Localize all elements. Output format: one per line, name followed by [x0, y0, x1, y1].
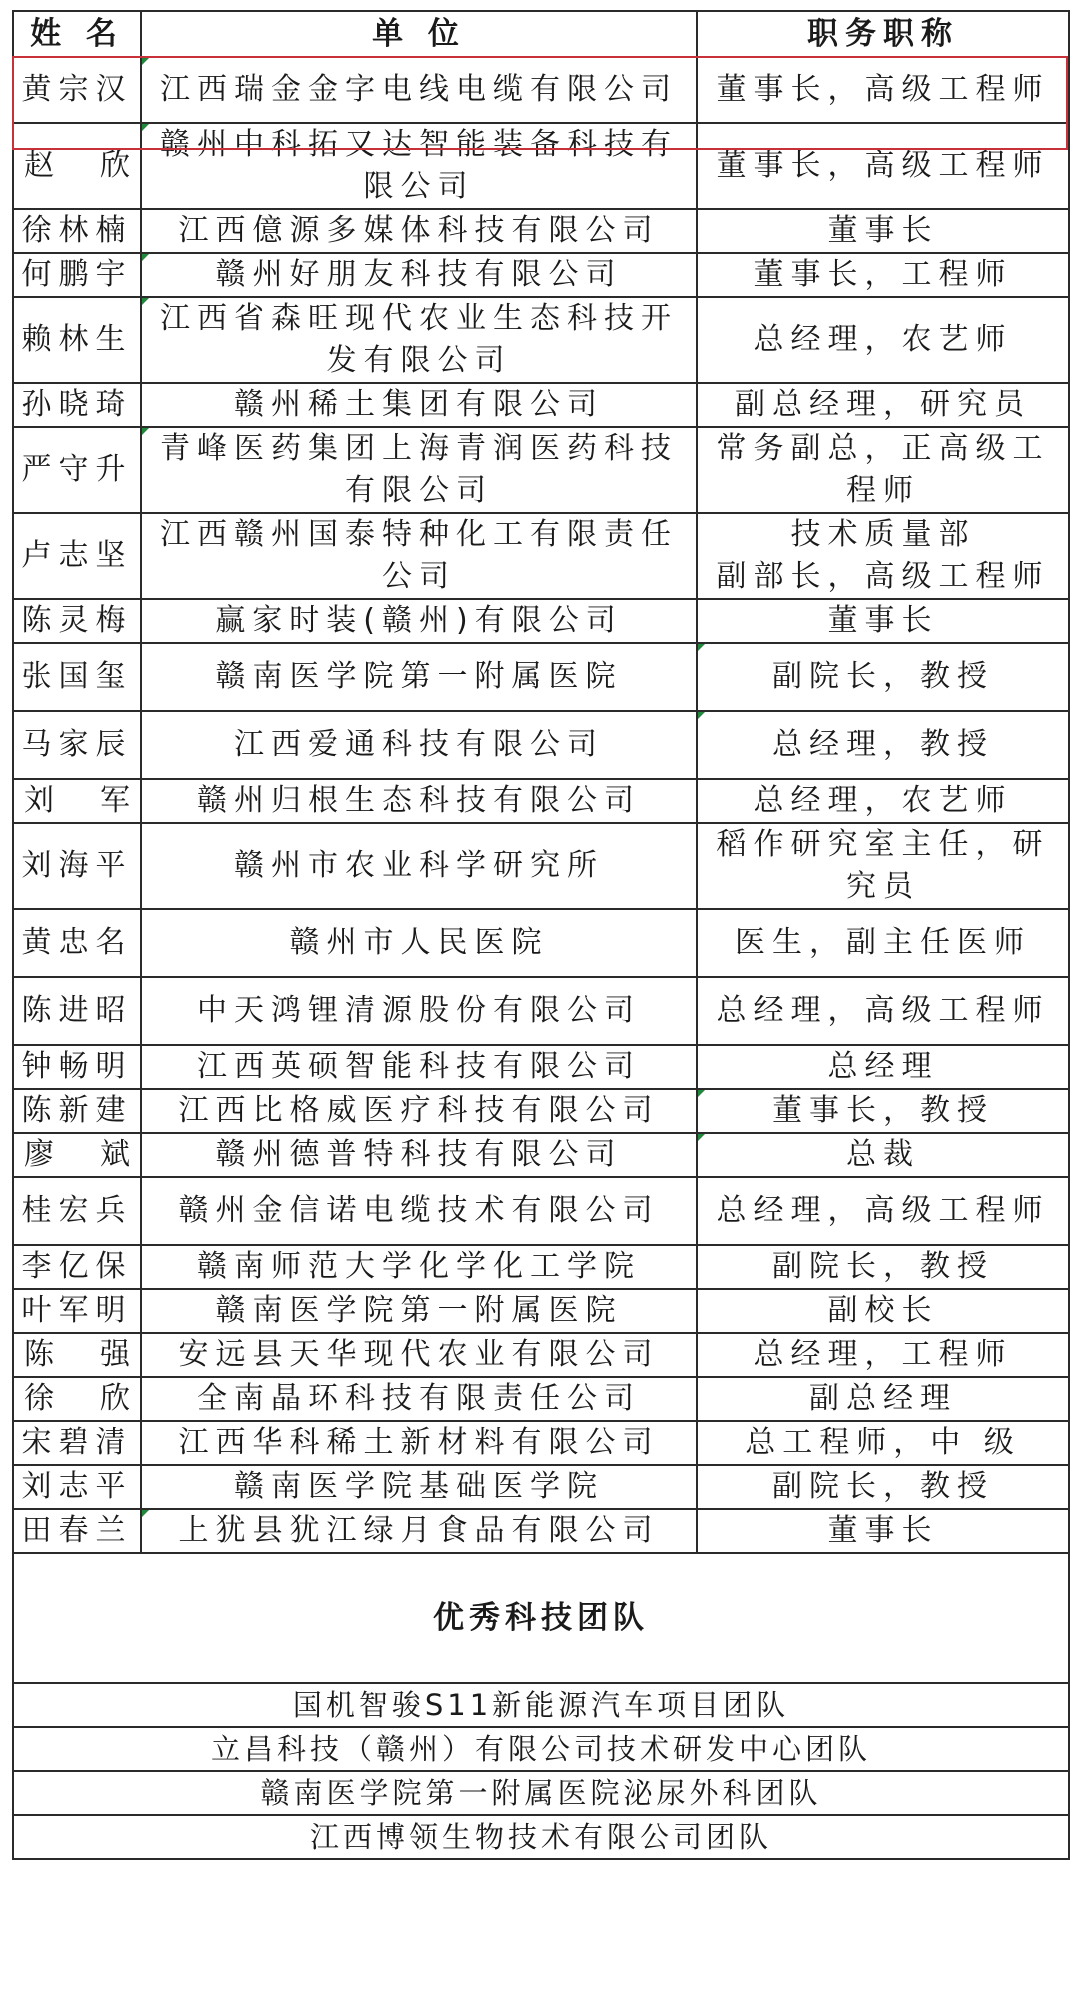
name-char: 欣	[100, 148, 130, 183]
cell-unit: 江西瑞金金字电线电缆有限公司	[141, 57, 697, 123]
cell-name: 田春兰	[13, 1509, 141, 1553]
title-line: 副部长，高级工程师	[716, 559, 1050, 594]
cell-title: 董事长，工程师	[697, 253, 1069, 297]
cell-name: 黄宗汉	[13, 57, 141, 123]
table-row	[13, 1377, 1069, 1421]
roster-body	[13, 57, 1069, 1553]
table-row	[13, 643, 1069, 711]
table-row	[13, 253, 1069, 297]
cell-unit: 青峰医药集团上海青润医药科技有限公司	[141, 427, 697, 513]
table-row	[13, 123, 1069, 209]
table-row	[13, 209, 1069, 253]
section-heading: 优秀科技团队	[13, 1553, 1069, 1683]
cell-title: 副院长，教授	[697, 1465, 1069, 1509]
name-char: 欣	[100, 1381, 130, 1416]
cell-unit: 赣州归根生态科技有限公司	[141, 779, 697, 823]
team-row	[13, 1727, 1069, 1771]
cell-name: 刘志平	[13, 1465, 141, 1509]
cell-name: 陈进昭	[13, 977, 141, 1045]
team-row	[13, 1771, 1069, 1815]
cell-title: 董事长	[697, 209, 1069, 253]
cell-unit: 赣州市农业科学研究所	[141, 823, 697, 909]
table-row	[13, 909, 1069, 977]
name-char: 刘	[24, 783, 54, 818]
name-spread	[20, 1378, 134, 1420]
cell-unit: 江西省森旺现代农业生态科技开发有限公司	[141, 297, 697, 383]
cell-unit: 上犹县犹江绿月食品有限公司	[141, 1509, 697, 1553]
cell-unit: 赣州金信诺电缆技术有限公司	[141, 1177, 697, 1245]
cell-title: 医生，副主任医师	[697, 909, 1069, 977]
table-row	[13, 599, 1069, 643]
header-row	[13, 11, 1069, 57]
table-row	[13, 1045, 1069, 1089]
cell-title: 董事长	[697, 1509, 1069, 1553]
team-name: 国机智骏S11新能源汽车项目团队	[13, 1683, 1069, 1727]
cell-name: 严守升	[13, 427, 141, 513]
name-char: 徐	[24, 1381, 54, 1416]
table-row	[13, 513, 1069, 599]
cell-name	[13, 1333, 141, 1377]
table-row	[13, 1133, 1069, 1177]
table-row	[13, 1177, 1069, 1245]
cell-unit: 安远县天华现代农业有限公司	[141, 1333, 697, 1377]
cell-title: 副总经理，研究员	[697, 383, 1069, 427]
cell-unit: 江西赣州国泰特种化工有限责任公司	[141, 513, 697, 599]
cell-title: 董事长，教授	[697, 1089, 1069, 1133]
cell-title: 总经理，农艺师	[697, 779, 1069, 823]
header-name: 姓 名	[13, 11, 141, 57]
cell-title: 副院长，教授	[697, 643, 1069, 711]
cell-title: 总经理	[697, 1045, 1069, 1089]
cell-title: 总经理，教授	[697, 711, 1069, 779]
team-body	[13, 1683, 1069, 1859]
header-title: 职务职称	[697, 11, 1069, 57]
table-row	[13, 1421, 1069, 1465]
cell-name: 刘海平	[13, 823, 141, 909]
cell-unit: 全南晶环科技有限责任公司	[141, 1377, 697, 1421]
cell-title	[697, 513, 1069, 599]
name-char: 陈	[24, 1337, 54, 1372]
cell-name	[13, 1377, 141, 1421]
cell-name: 陈灵梅	[13, 599, 141, 643]
cell-title: 董事长	[697, 599, 1069, 643]
table-row	[13, 711, 1069, 779]
table-row	[13, 1465, 1069, 1509]
name-char: 廖	[24, 1137, 54, 1172]
table-row	[13, 1245, 1069, 1289]
team-name: 立昌科技（赣州）有限公司技术研发中心团队	[13, 1727, 1069, 1771]
name-spread	[20, 1334, 134, 1376]
table-row	[13, 427, 1069, 513]
team-row	[13, 1683, 1069, 1727]
cell-title: 总经理，高级工程师	[697, 977, 1069, 1045]
cell-unit: 赢家时装(赣州)有限公司	[141, 599, 697, 643]
team-row	[13, 1815, 1069, 1859]
cell-title: 董事长，高级工程师	[697, 123, 1069, 209]
team-name: 赣南医学院第一附属医院泌尿外科团队	[13, 1771, 1069, 1815]
table-row	[13, 1289, 1069, 1333]
table-row	[13, 383, 1069, 427]
table-row	[13, 1089, 1069, 1133]
table-row	[13, 779, 1069, 823]
table-row	[13, 297, 1069, 383]
cell-unit: 赣南医学院基础医学院	[141, 1465, 697, 1509]
section-row	[13, 1553, 1069, 1683]
cell-name: 钟畅明	[13, 1045, 141, 1089]
name-char: 强	[100, 1337, 130, 1372]
table-row	[13, 57, 1069, 123]
cell-title: 副院长，教授	[697, 1245, 1069, 1289]
cell-name: 叶军明	[13, 1289, 141, 1333]
cell-name: 徐林楠	[13, 209, 141, 253]
cell-unit: 赣南师范大学化学化工学院	[141, 1245, 697, 1289]
team-name: 江西博领生物技术有限公司团队	[13, 1815, 1069, 1859]
cell-name: 黄忠名	[13, 909, 141, 977]
cell-title: 副总经理	[697, 1377, 1069, 1421]
cell-unit: 赣州稀土集团有限公司	[141, 383, 697, 427]
cell-unit: 赣州中科拓又达智能装备科技有限公司	[141, 123, 697, 209]
cell-unit: 赣州德普特科技有限公司	[141, 1133, 697, 1177]
name-char: 赵	[24, 148, 54, 183]
name-spread	[20, 145, 134, 187]
cell-unit: 赣南医学院第一附属医院	[141, 643, 697, 711]
cell-unit: 赣州好朋友科技有限公司	[141, 253, 697, 297]
header-unit: 单 位	[141, 11, 697, 57]
cell-unit: 江西华科稀土新材料有限公司	[141, 1421, 697, 1465]
cell-name: 卢志坚	[13, 513, 141, 599]
table-row	[13, 823, 1069, 909]
table-row	[13, 1333, 1069, 1377]
cell-name: 宋碧清	[13, 1421, 141, 1465]
award-roster-table	[12, 10, 1070, 1860]
cell-unit: 赣州市人民医院	[141, 909, 697, 977]
cell-title: 总经理，工程师	[697, 1333, 1069, 1377]
cell-unit: 江西比格威医疗科技有限公司	[141, 1089, 697, 1133]
cell-name: 孙晓琦	[13, 383, 141, 427]
cell-name	[13, 123, 141, 209]
cell-name: 马家辰	[13, 711, 141, 779]
name-char: 军	[100, 783, 130, 818]
cell-title: 总裁	[697, 1133, 1069, 1177]
cell-unit: 江西爱通科技有限公司	[141, 711, 697, 779]
cell-title: 董事长，高级工程师	[697, 57, 1069, 123]
cell-name: 何鹏宇	[13, 253, 141, 297]
table-row	[13, 977, 1069, 1045]
cell-name	[13, 779, 141, 823]
title-line: 技术质量部	[790, 517, 976, 552]
cell-name: 桂宏兵	[13, 1177, 141, 1245]
cell-title: 稻作研究室主任，研究员	[697, 823, 1069, 909]
cell-unit: 江西億源多媒体科技有限公司	[141, 209, 697, 253]
name-spread	[20, 1134, 134, 1176]
cell-name: 张国玺	[13, 643, 141, 711]
name-spread	[20, 780, 134, 822]
cell-title: 总经理，农艺师	[697, 297, 1069, 383]
cell-title: 副校长	[697, 1289, 1069, 1333]
cell-unit: 赣南医学院第一附属医院	[141, 1289, 697, 1333]
table-row	[13, 1509, 1069, 1553]
cell-title: 总工程师，中 级	[697, 1421, 1069, 1465]
cell-name: 陈新建	[13, 1089, 141, 1133]
cell-name	[13, 1133, 141, 1177]
name-char: 斌	[100, 1137, 130, 1172]
cell-name: 赖林生	[13, 297, 141, 383]
cell-title: 常务副总，正高级工程师	[697, 427, 1069, 513]
cell-name: 李亿保	[13, 1245, 141, 1289]
cell-unit: 中天鸿锂清源股份有限公司	[141, 977, 697, 1045]
cell-unit: 江西英硕智能科技有限公司	[141, 1045, 697, 1089]
cell-title: 总经理，高级工程师	[697, 1177, 1069, 1245]
